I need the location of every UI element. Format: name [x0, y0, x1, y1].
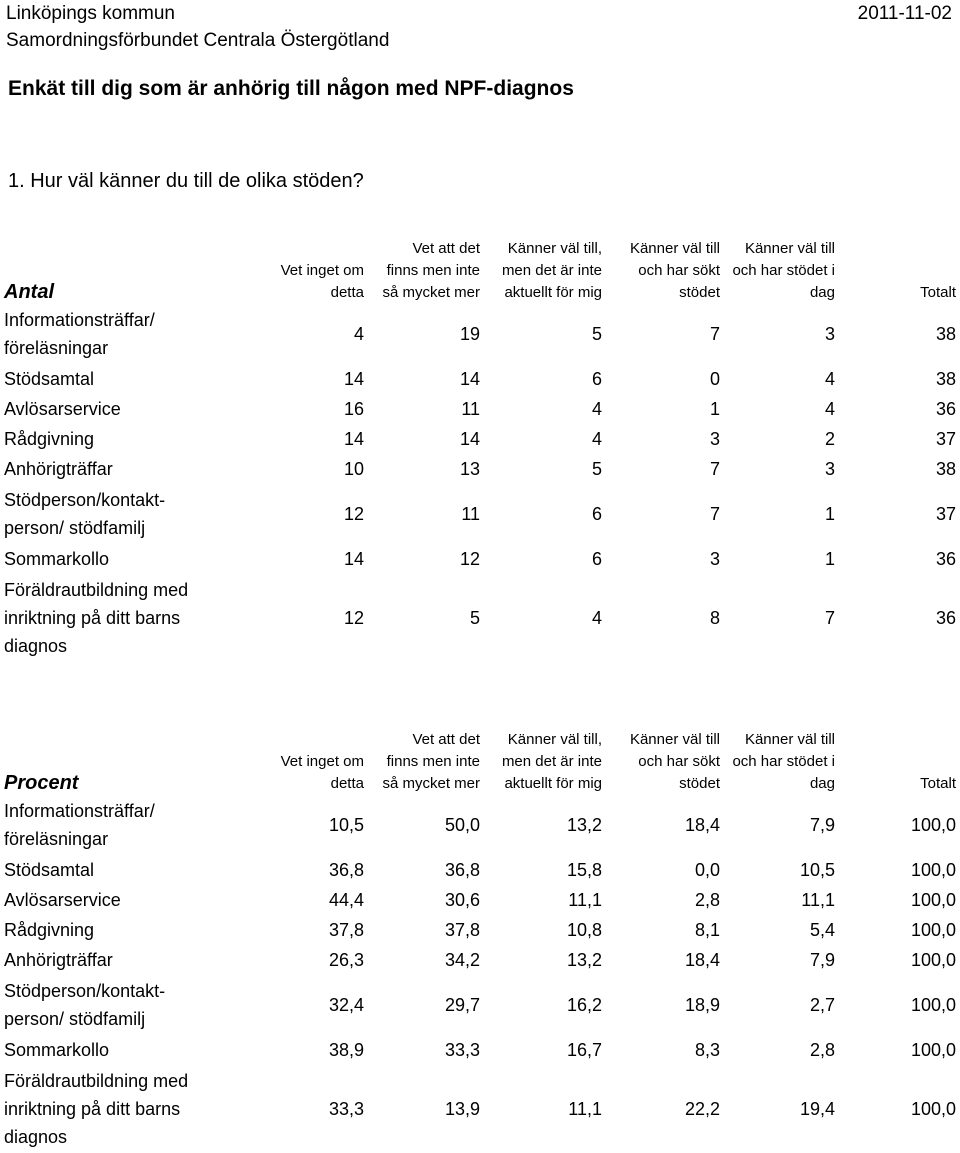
column-header: [835, 212, 956, 304]
column-header-line: och har stödet i: [732, 753, 835, 770]
table-cell: 22,2: [684, 1099, 720, 1119]
table-cell: 12: [343, 608, 364, 628]
table-cell: 26,3: [328, 950, 364, 970]
table-row: [4, 544, 956, 574]
row-label-line: Avlösarservice: [4, 399, 121, 419]
table-row: [4, 795, 956, 855]
table-cell: 8,1: [694, 920, 720, 940]
column-header-line: Känner väl till: [629, 731, 720, 748]
table-cell: 36: [935, 399, 956, 419]
table-cell: 11,1: [568, 1099, 602, 1119]
row-label-line: Föräldrautbildning med: [4, 580, 189, 600]
column-header: [364, 212, 480, 304]
question-title: 1. Hur väl känner du till de olika stöden?: [8, 170, 364, 192]
row-label: [4, 795, 256, 855]
column-header-line: så mycket mer: [382, 284, 480, 301]
table-cell: 36: [935, 608, 956, 628]
column-header: [720, 703, 835, 795]
column-header: [602, 212, 720, 304]
table-cell: 3: [824, 324, 835, 344]
table-row: [4, 364, 956, 394]
table-cell: 5,4: [809, 920, 835, 940]
table-cell: 4: [353, 324, 364, 344]
table-cell: 4: [824, 369, 835, 389]
column-header-line: aktuellt för mig: [504, 284, 602, 301]
table-cell: 37: [935, 429, 956, 449]
column-header-line: stödet: [679, 284, 720, 301]
column-header-line: detta: [330, 775, 364, 792]
table-cell: 6: [591, 369, 602, 389]
table-cell: 13,2: [566, 950, 602, 970]
table-cell: 2,7: [809, 995, 835, 1015]
table-cell: 8: [709, 608, 720, 628]
column-header: [256, 212, 364, 304]
row-label-line: Rådgivning: [4, 920, 95, 940]
table-cell: 11,1: [801, 890, 835, 910]
column-header-line: och har stödet i: [732, 262, 835, 279]
table-row: [4, 855, 956, 885]
row-label-line: diagnos: [4, 1127, 68, 1147]
table-cell: 100,0: [910, 815, 956, 835]
table-cell: 16,2: [566, 995, 602, 1015]
table-cell: 1: [824, 504, 835, 524]
table-cell: 13,2: [566, 815, 602, 835]
table-cell: 100,0: [910, 950, 956, 970]
column-header: [602, 703, 720, 795]
table-cell: 1: [709, 399, 720, 419]
row-label-line: föreläsningar: [4, 338, 109, 358]
table-cell: 13,9: [444, 1099, 480, 1119]
row-label: [4, 394, 256, 424]
row-label-line: Informationsträffar/: [4, 310, 155, 330]
table-cell: 100,0: [910, 890, 956, 910]
table-cell: 7: [824, 608, 835, 628]
table-cell: 19,4: [799, 1099, 835, 1119]
table-cell: 3: [824, 459, 835, 479]
table-cell: 33,3: [328, 1099, 364, 1119]
table-row: [4, 975, 956, 1035]
table-cell: 10: [343, 459, 364, 479]
table-cell: 14: [343, 549, 364, 569]
column-header-line: Vet att det: [412, 731, 480, 748]
column-header-line: och har sökt: [638, 753, 720, 770]
row-label-line: Stödperson/kontakt-: [4, 981, 166, 1001]
table-cell: 29,7: [444, 995, 480, 1015]
row-label-line: Sommarkollo: [4, 549, 110, 569]
column-header-line: Totalt: [920, 284, 956, 301]
table-cell: 7,9: [809, 950, 835, 970]
table-cell: 11,1: [568, 890, 602, 910]
page-header-left: [6, 0, 389, 54]
org-name: Linköpings kommun: [6, 3, 175, 24]
table-cell: 36: [935, 549, 956, 569]
table-cell: 4: [591, 429, 602, 449]
table-cell: 13: [459, 459, 480, 479]
table-cell: 100,0: [910, 860, 956, 880]
table-cell: 2: [824, 429, 835, 449]
row-label: [4, 484, 256, 544]
row-label: [4, 975, 256, 1035]
row-label-line: inriktning på ditt barns: [4, 608, 181, 628]
page-title: Enkät till dig som är anhörig till någon med NPF-diagnos: [8, 77, 574, 100]
table-cell: 12: [343, 504, 364, 524]
column-header-line: detta: [330, 284, 364, 301]
table-row: [4, 484, 956, 544]
table-cell: 50,0: [444, 815, 480, 835]
table-cell: 5: [591, 459, 602, 479]
procent-table: [4, 703, 956, 1153]
column-header-line: dag: [809, 284, 835, 301]
table-cell: 19: [459, 324, 480, 344]
table-cell: 4: [591, 399, 602, 419]
row-label: [4, 1065, 256, 1153]
column-header-line: Vet att det: [412, 240, 480, 257]
table-cell: 44,4: [328, 890, 364, 910]
column-header-line: Känner väl till: [744, 240, 835, 257]
table-row: [4, 574, 956, 662]
row-label-line: diagnos: [4, 636, 68, 656]
org-subname: Samordningsförbundet Centrala Östergötland: [6, 30, 390, 51]
column-header: [835, 703, 956, 795]
row-label: [4, 855, 256, 885]
table-cell: 0: [709, 369, 720, 389]
row-label: [4, 304, 256, 364]
column-header: [480, 212, 602, 304]
table-cell: 37,8: [328, 920, 364, 940]
table-cell: 1: [824, 549, 835, 569]
row-label-line: Rådgivning: [4, 429, 95, 449]
table-row: [4, 304, 956, 364]
table-cell: 16,7: [566, 1040, 602, 1060]
table-cell: 36,8: [444, 860, 480, 880]
column-header-line: och har sökt: [638, 262, 720, 279]
table-cell: 14: [459, 429, 480, 449]
table-cell: 7: [709, 459, 720, 479]
table-row: [4, 1065, 956, 1153]
row-label: [4, 1035, 256, 1065]
column-header-line: aktuellt för mig: [504, 775, 602, 792]
column-header-line: dag: [809, 775, 835, 792]
column-header-line: men det är inte: [501, 262, 602, 279]
table-cell: 100,0: [910, 1099, 956, 1119]
row-label: [4, 424, 256, 454]
row-label-line: Föräldrautbildning med: [4, 1071, 189, 1091]
table-cell: 38: [935, 324, 956, 344]
column-header-line: så mycket mer: [382, 775, 480, 792]
table-cell: 15,8: [566, 860, 602, 880]
table-cell: 10,8: [566, 920, 602, 940]
table-cell: 7,9: [809, 815, 835, 835]
table-row: [4, 885, 956, 915]
column-header-line: Totalt: [920, 775, 956, 792]
table-cell: 100,0: [910, 995, 956, 1015]
table-cell: 11: [461, 504, 480, 524]
table-cell: 4: [591, 608, 602, 628]
table-cell: 34,2: [444, 950, 480, 970]
table-cell: 100,0: [910, 920, 956, 940]
table-row: [4, 424, 956, 454]
row-label: [4, 364, 256, 394]
table-cell: 7: [709, 324, 720, 344]
procent-corner-label: Procent: [4, 772, 79, 794]
table-cell: 6: [591, 549, 602, 569]
table-cell: 38: [935, 459, 956, 479]
column-header-line: Vet inget om: [280, 262, 364, 279]
table-cell: 10,5: [799, 860, 835, 880]
column-header-line: finns men inte: [386, 262, 480, 279]
table-cell: 38: [935, 369, 956, 389]
table-cell: 18,4: [684, 815, 720, 835]
table-cell: 7: [709, 504, 720, 524]
table-cell: 12: [459, 549, 480, 569]
table-cell: 33,3: [444, 1040, 480, 1060]
table-cell: 6: [591, 504, 602, 524]
column-header-line: stödet: [679, 775, 720, 792]
row-label-line: Stödsamtal: [4, 860, 95, 880]
table-cell: 2,8: [694, 890, 720, 910]
row-label: [4, 544, 256, 574]
column-header-line: Vet inget om: [280, 753, 364, 770]
table-cell: 37,8: [444, 920, 480, 940]
table-row: [4, 945, 956, 975]
table-header-row: [4, 703, 956, 795]
row-label: [4, 945, 256, 975]
table-cell: 14: [343, 429, 364, 449]
table-cell: 2,8: [809, 1040, 835, 1060]
column-header-line: men det är inte: [501, 753, 602, 770]
row-label-line: Stödperson/kontakt-: [4, 490, 166, 510]
table-cell: 3: [709, 549, 720, 569]
table-row: [4, 915, 956, 945]
table-cell: 3: [709, 429, 720, 449]
row-label-line: föreläsningar: [4, 829, 109, 849]
table-cell: 5: [591, 324, 602, 344]
row-label-line: inriktning på ditt barns: [4, 1099, 181, 1119]
column-header-line: finns men inte: [386, 753, 480, 770]
column-header-line: Känner väl till: [629, 240, 720, 257]
table-row: [4, 1035, 956, 1065]
table-cell: 32,4: [328, 995, 364, 1015]
table-cell: 14: [343, 369, 364, 389]
column-header-line: Känner väl till,: [507, 731, 602, 748]
column-header: [720, 212, 835, 304]
column-header-line: Känner väl till,: [507, 240, 602, 257]
table-row: [4, 394, 956, 424]
table-cell: 18,4: [684, 950, 720, 970]
table-cell: 4: [824, 399, 835, 419]
row-label: [4, 454, 256, 484]
table-cell: 37: [935, 504, 956, 524]
row-label: [4, 915, 256, 945]
table-cell: 30,6: [444, 890, 480, 910]
row-label: [4, 574, 256, 662]
row-label-line: Sommarkollo: [4, 1040, 110, 1060]
row-label-line: person/ stödfamilj: [4, 1009, 146, 1029]
table-cell: 100,0: [910, 1040, 956, 1060]
table-cell: 18,9: [684, 995, 720, 1015]
table-cell: 5: [469, 608, 480, 628]
table-row: [4, 454, 956, 484]
column-header: [480, 703, 602, 795]
antal-table: [4, 212, 956, 662]
table-cell: 10,5: [328, 815, 364, 835]
row-label-line: Anhörigträffar: [4, 950, 113, 970]
table-cell: 38,9: [328, 1040, 364, 1060]
column-header: [256, 703, 364, 795]
row-label-line: Anhörigträffar: [4, 459, 113, 479]
row-label-line: Stödsamtal: [4, 369, 95, 389]
table-cell: 16: [343, 399, 364, 419]
antal-corner-label: Antal: [4, 281, 54, 303]
report-date: 2011-11-02: [857, 3, 952, 24]
table-cell: 0,0: [694, 860, 720, 880]
table-cell: 36,8: [328, 860, 364, 880]
table-header-row: [4, 212, 956, 304]
table-cell: 14: [459, 369, 480, 389]
row-label-line: Informationsträffar/: [4, 801, 155, 821]
table-cell: 11: [461, 399, 480, 419]
row-label-line: person/ stödfamilj: [4, 518, 146, 538]
column-header: [364, 703, 480, 795]
row-label-line: Avlösarservice: [4, 890, 121, 910]
table-cell: 8,3: [694, 1040, 720, 1060]
row-label: [4, 885, 256, 915]
column-header-line: Känner väl till: [744, 731, 835, 748]
